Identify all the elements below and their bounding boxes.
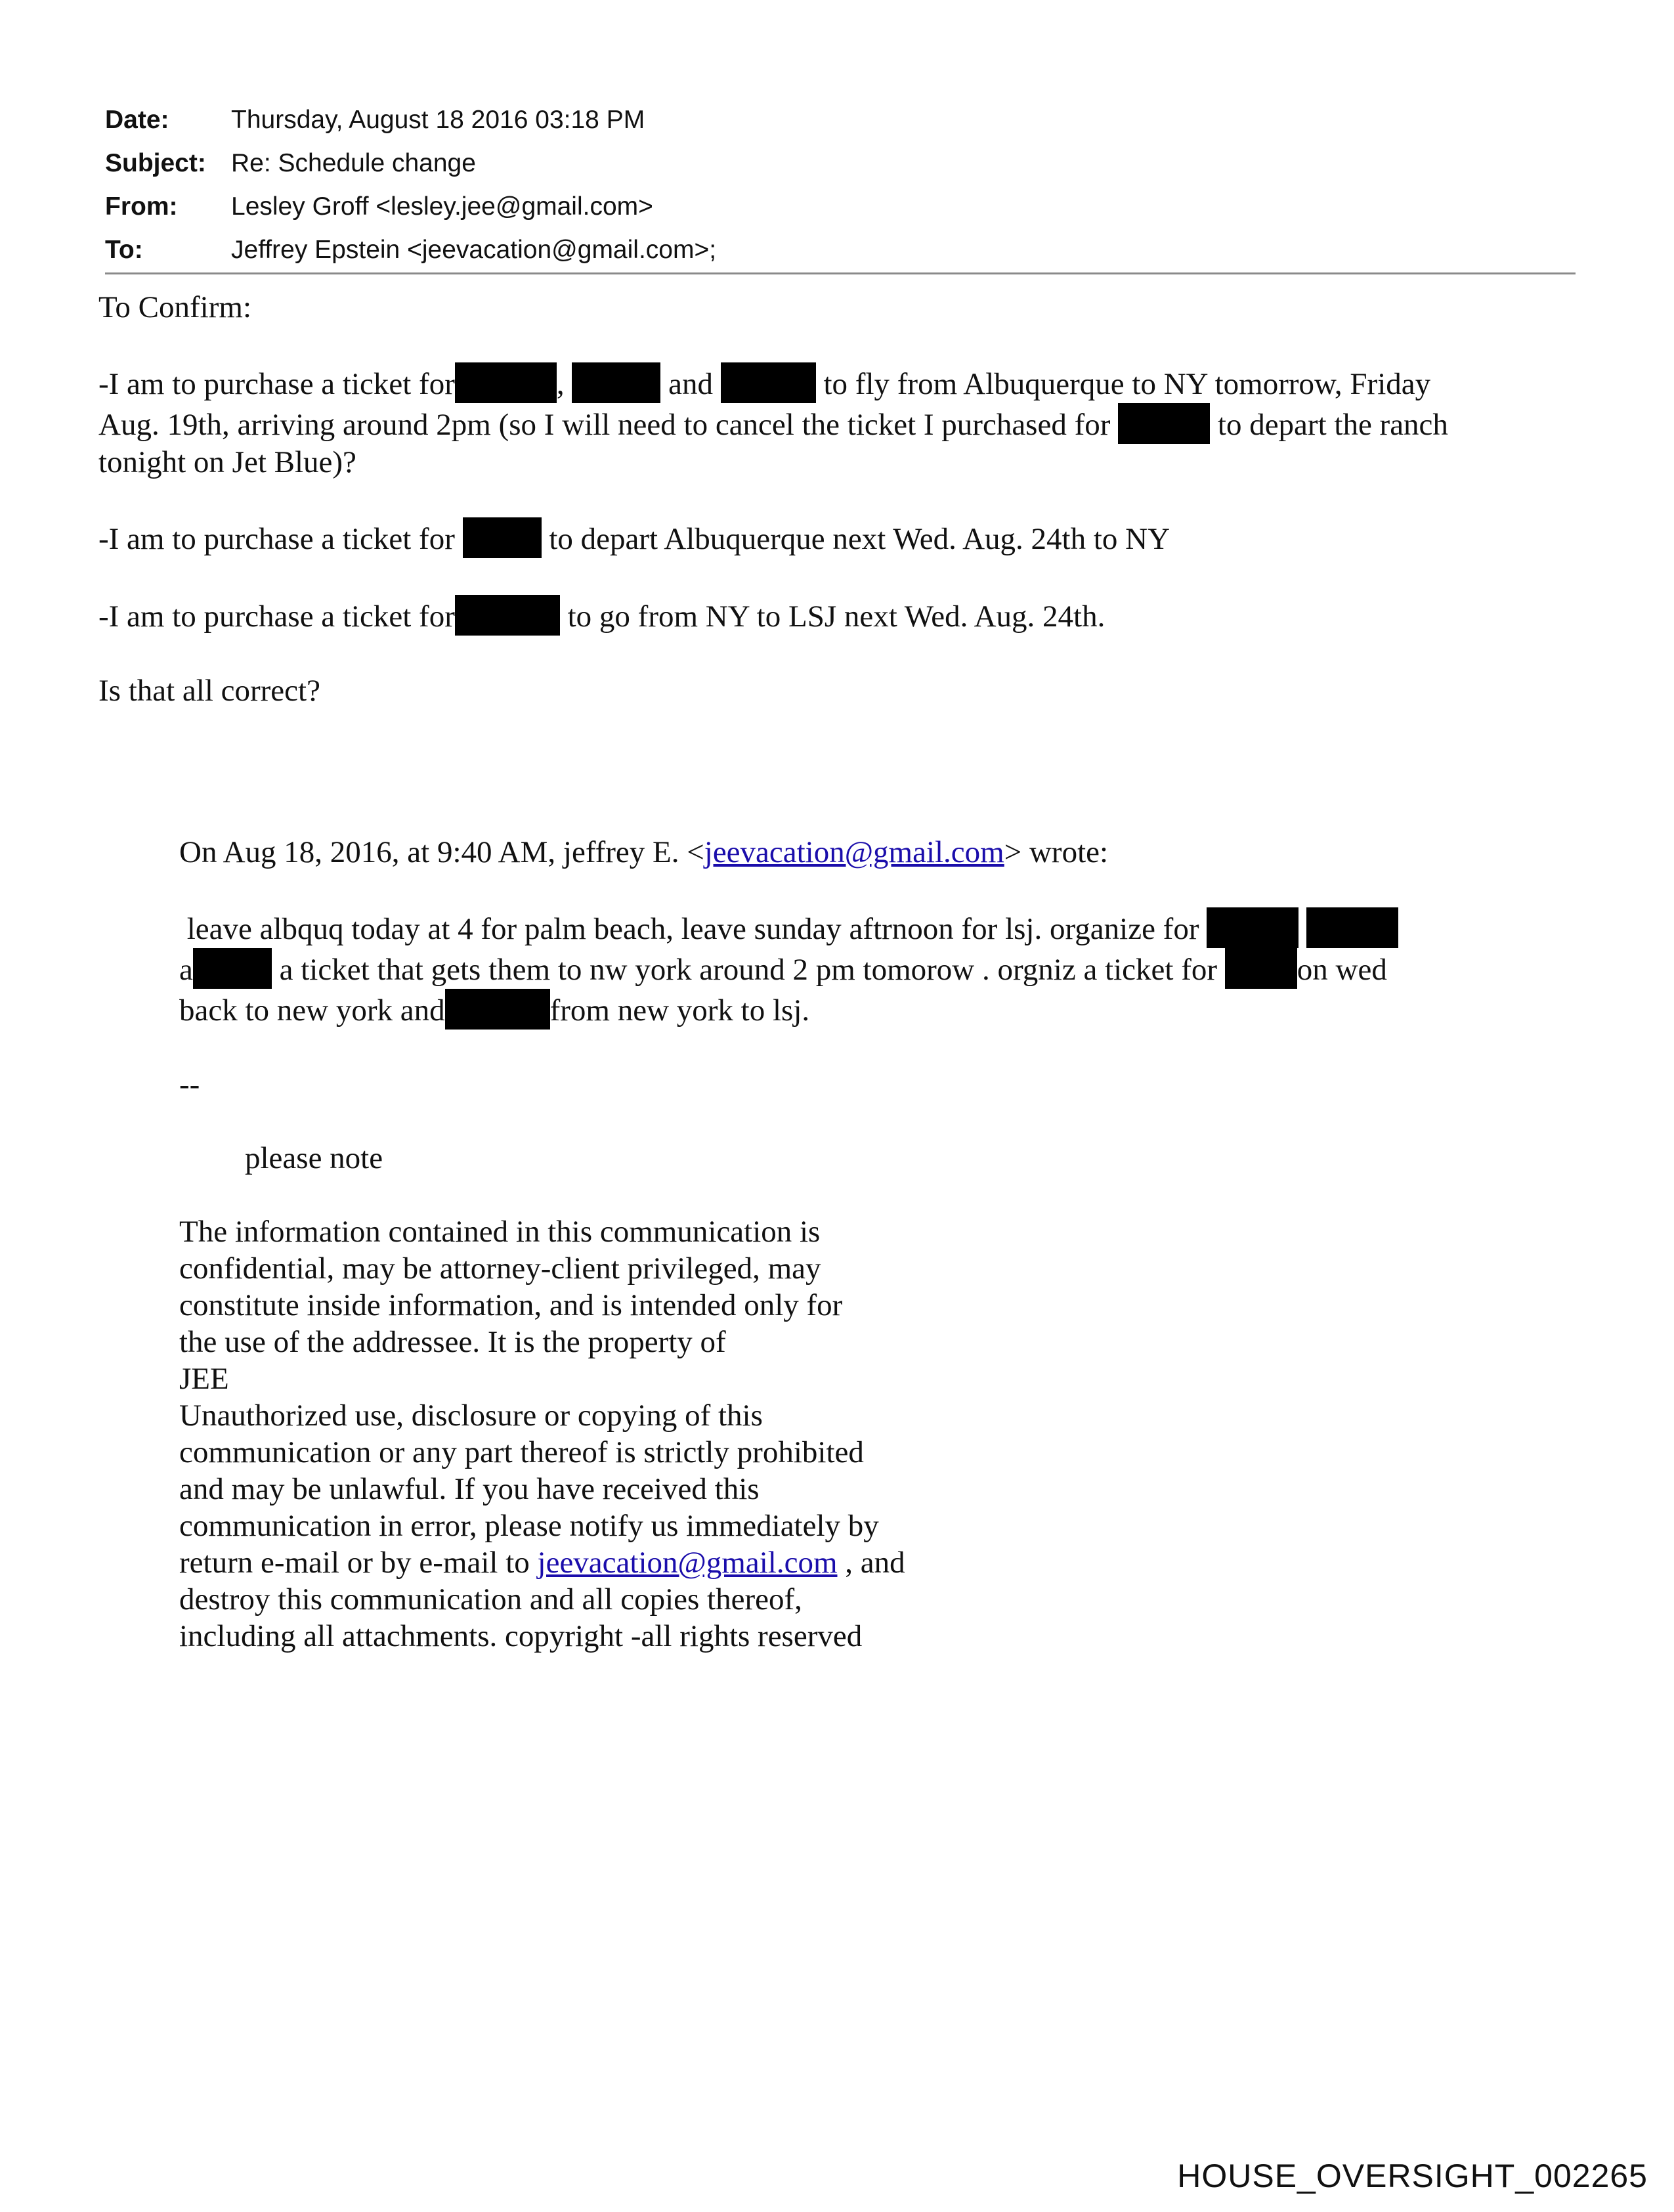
item-1-text-b: , [556,367,565,401]
disclaimer-line: communication or any part thereof is strictly prohibited [179,1435,864,1469]
item-2-text-a: -I am to purchase a ticket for [98,522,455,556]
signature-separator: -- [179,1068,200,1102]
disclaimer-line: confidential, may be attorney-client privileged, may [179,1251,821,1286]
redaction-box [445,989,550,1030]
from-value: Lesley Groff <lesley.jee@gmail.com> [231,192,653,221]
quoted-paragraph [179,907,1591,1030]
quoted-line-1: leave albquq today at 4 for palm beach, leave sunday aftrnoon for lsj. organize for [186,912,1199,946]
redaction-box [1118,403,1210,444]
item-1-line-2b: to depart the ranch [1217,408,1448,442]
from-label: From: [105,192,178,221]
redaction-box [193,948,272,989]
redaction-box [1306,907,1398,948]
item-1-line-3: tonight on Jet Blue)? [98,445,356,479]
item-1-text-d: to fly from Albuquerque to NY tomorrow, Friday [823,367,1431,401]
disclaimer-return-end: , and [837,1546,905,1580]
attribution-text: On Aug 18, 2016, at 9:40 AM, jeffrey E. < [179,835,704,869]
quoted-line-3b: from new york to lsj. [549,993,810,1028]
greeting: To Confirm: [98,290,252,324]
item-2-text-b: to depart Albuquerque next Wed. Aug. 24th to NY [549,522,1170,556]
item-1-line-2a: Aug. 19th, arriving around 2pm (so I will need to cancel the ticket I purchased for [98,408,1111,442]
please-note: please note [245,1141,383,1175]
item-1-text-a: -I am to purchase a ticket for [98,367,455,401]
redaction-box [572,362,660,403]
quote-attribution [179,834,1591,871]
email-link[interactable]: jeevacation@gmail.com [704,835,1004,869]
question: Is that all correct? [98,674,320,708]
item-3-text-a: -I am to purchase a ticket for [98,599,455,634]
date-value: Thursday, August 18 2016 03:18 PM [231,106,645,134]
email-header [105,98,1576,272]
disclaimer-line: Unauthorized use, disclosure or copying of this [179,1399,763,1433]
date-label: Date: [105,106,169,134]
disclaimer-line: and may be unlawful. If you have received this [179,1472,760,1506]
bates-number: HOUSE_OVERSIGHT_002265 [1177,2158,1648,2194]
message-body [98,289,1582,709]
redaction-box [721,362,816,403]
attribution-text-end: > wrote: [1004,835,1109,869]
date-row [105,98,1576,142]
quoted-line-3a: back to new york and [179,993,445,1028]
disclaimer-line: constitute inside information, and is intended only for [179,1288,843,1322]
redaction-box [1225,948,1297,989]
disclaimer [179,1213,1591,1655]
subject-row [105,142,1576,185]
disclaimer-line: the use of the addressee. It is the property of [179,1325,726,1359]
disclaimer-line: destroy this communication and all copies thereof, [179,1582,802,1616]
disclaimer-line: JEE [179,1362,229,1396]
item-2 [98,517,1582,558]
quoted-line-2c: on wed [1297,953,1387,987]
subject-value: Re: Schedule change [231,149,476,177]
quoted-message [179,834,1591,1655]
to-value: Jeffrey Epstein <jeevacation@gmail.com>; [231,236,717,264]
disclaimer-return-text: return e-mail or by e-mail to [179,1546,538,1580]
redaction-box [1207,907,1298,948]
quoted-line-2b: a ticket that gets them to nw york around 2 pm tomorow . orgniz a ticket for [279,953,1218,987]
item-3 [98,595,1582,636]
disclaimer-line: communication in error, please notify us immediately by [179,1509,879,1543]
quoted-line-2a: a [179,953,193,987]
to-label: To: [105,236,143,264]
item-1-text-c: and [668,367,713,401]
header-divider [105,272,1576,274]
redaction-box [455,362,557,403]
subject-label: Subject: [105,149,206,177]
item-3-text-b: to go from NY to LSJ next Wed. Aug. 24th. [567,599,1105,634]
item-1 [98,362,1582,481]
from-row [105,185,1576,228]
redaction-box [463,517,542,558]
email-link[interactable]: jeevacation@gmail.com [537,1546,838,1580]
to-row [105,228,1576,272]
redaction-box [455,595,560,636]
disclaimer-line: The information contained in this communication is [179,1215,821,1249]
disclaimer-line: including all attachments. copyright -all rights reserved [179,1619,863,1653]
